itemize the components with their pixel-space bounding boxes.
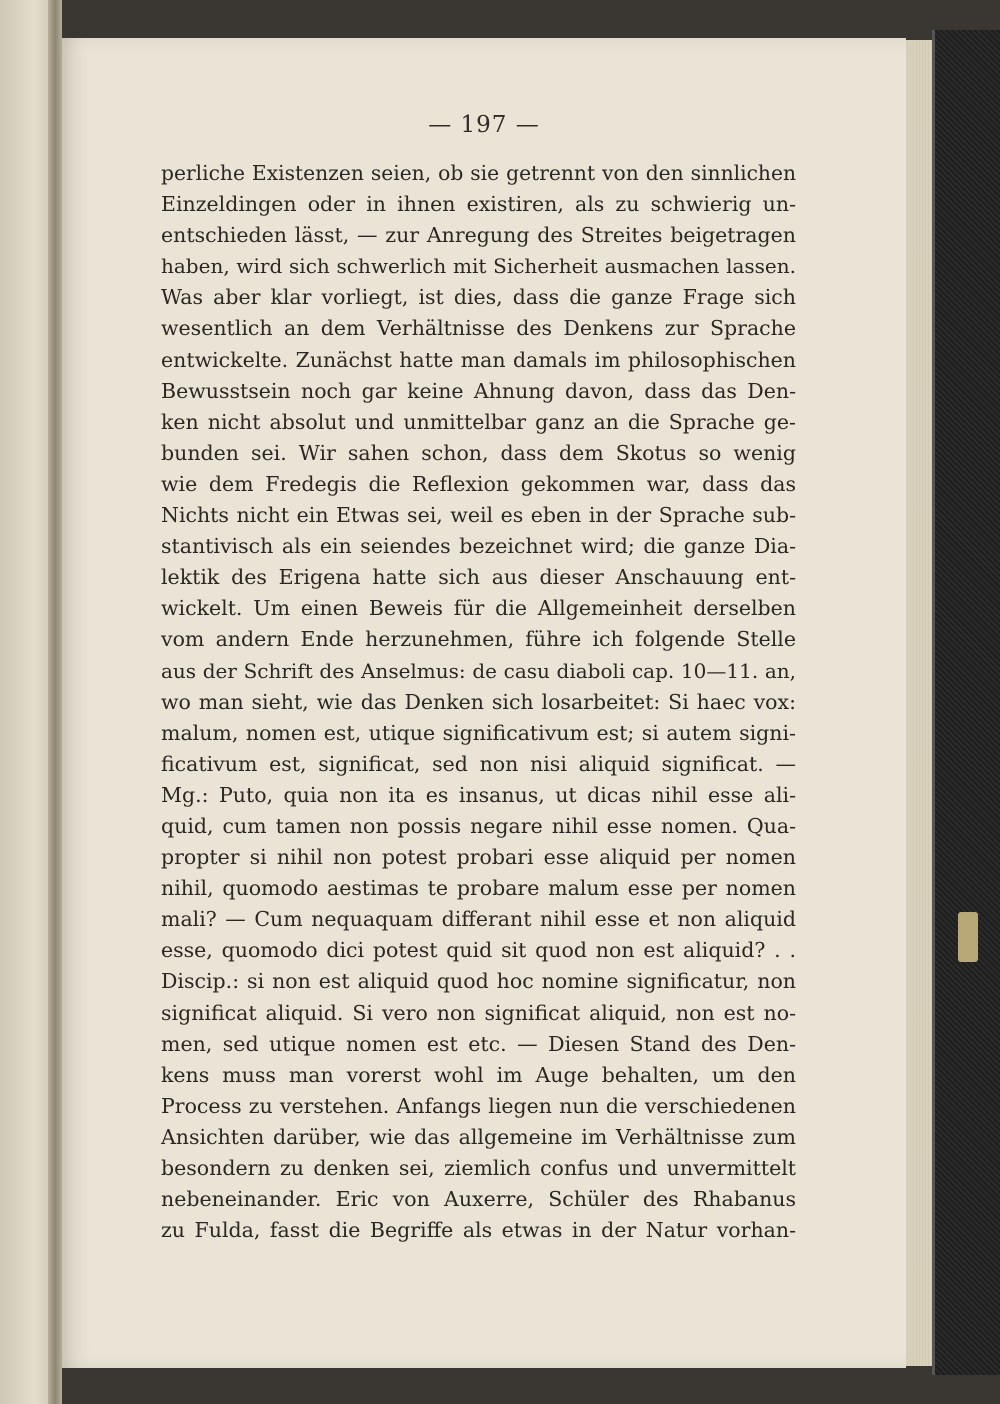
text-line: wo man sieht, wie das Denken sich losarbeitet: Si haec vox: [161,689,796,714]
text-line: Ansichten darüber, wie das allgemeine im Verhältnisse zum [161,1124,796,1149]
text-line: malum, nomen est, utique significativum est; si autem signi- [161,720,796,745]
text-line: haben, wird sich schwerlich mit Sicherheit ausmachen lassen. [161,254,796,279]
text-line: vom andern Ende herzunehmen, führe ich folgende Stelle [161,627,796,652]
text-line: bunden sei. Wir sahen schon, dass dem Skotus so wenig [161,440,796,465]
text-line: perliche Existenzen seien, ob sie getrennt von den sinnlichen [161,161,796,185]
cover-bookmark-tab [958,912,978,962]
text-line: besondern zu denken sei, ziemlich confus und unvermittelt [161,1156,796,1180]
text-line: Nichts nicht ein Etwas sei, weil es eben in der Sprache sub- [161,503,796,528]
text-line: quid, cum tamen non possis negare nihil esse nomen. Qua- [161,813,796,838]
text-line: lektik des Erigena hatte sich aus dieser Anschauung ent- [161,565,796,590]
text-line: esse, quomodo dici potest quid sit quod non est aliquid? . . [161,938,796,963]
text-line: Discip.: si non est aliquid quod hoc nomine significatur, non [161,969,796,994]
text-line: kens muss man vorerst wohl im Auge behalten, um den [161,1062,796,1087]
text-line: stantivisch als ein seiendes bezeichnet wird; die ganze Dia- [161,534,796,559]
body-text [161,158,796,1246]
text-line: significat aliquid. Si vero non significat aliquid, non est no- [161,1000,796,1025]
text-line: ficativum est, significat, sed non nisi aliquid significat. — [161,751,796,776]
text-line: Was aber klar vorliegt, ist dies, dass die ganze Frage sich [161,285,796,310]
text-line: Bewusstsein noch gar keine Ahnung davon, dass das Den- [161,378,796,403]
text-line: Mg.: Puto, quia non ita es insanus, ut dicas nihil esse ali- [161,782,796,807]
text-line: men, sed utique nomen est etc. — Diesen Stand des Den- [161,1031,796,1056]
page-number: — 197 — [428,112,540,138]
text-line: nebeneinander. Eric von Auxerre, Schüler des Rhabanus [161,1187,796,1212]
text-line: entschieden lässt, — zur Anregung des Streites beigetragen [161,223,796,248]
text-line: wickelt. Um einen Beweis für die Allgemeinheit derselben [161,596,796,621]
text-line: mali? — Cum nequaquam differant nihil esse et non aliquid [161,907,796,932]
text-line: propter si nihil non potest probari esse aliquid per nomen [161,845,796,870]
text-line: entwickelte. Zunächst hatte man damals im philosophischen [161,347,796,372]
page-stack-edge [906,40,932,1366]
text-line: Process zu verstehen. Anfangs liegen nun die verschiedenen [161,1093,796,1118]
book-cover [932,30,1000,1375]
text-line: nihil, quomodo aestimas te probare malum esse per nomen [161,876,796,901]
book-gutter [48,0,62,1404]
text-line: Einzeldingen oder in ihnen existiren, als zu schwierig un- [161,192,796,217]
text-line: wesentlich an dem Verhältnisse des Denkens zur Sprache [161,316,796,341]
text-line: aus der Schrift des Anselmus: de casu diaboli cap. 10—11. an, [161,658,796,683]
text-line: wie dem Fredegis die Reflexion gekommen war, dass das [161,471,796,496]
text-line: ken nicht absolut und unmittelbar ganz an die Sprache ge- [161,409,796,434]
text-line: zu Fulda, fasst die Begriffe als etwas in der Natur vorhan- [161,1218,796,1243]
